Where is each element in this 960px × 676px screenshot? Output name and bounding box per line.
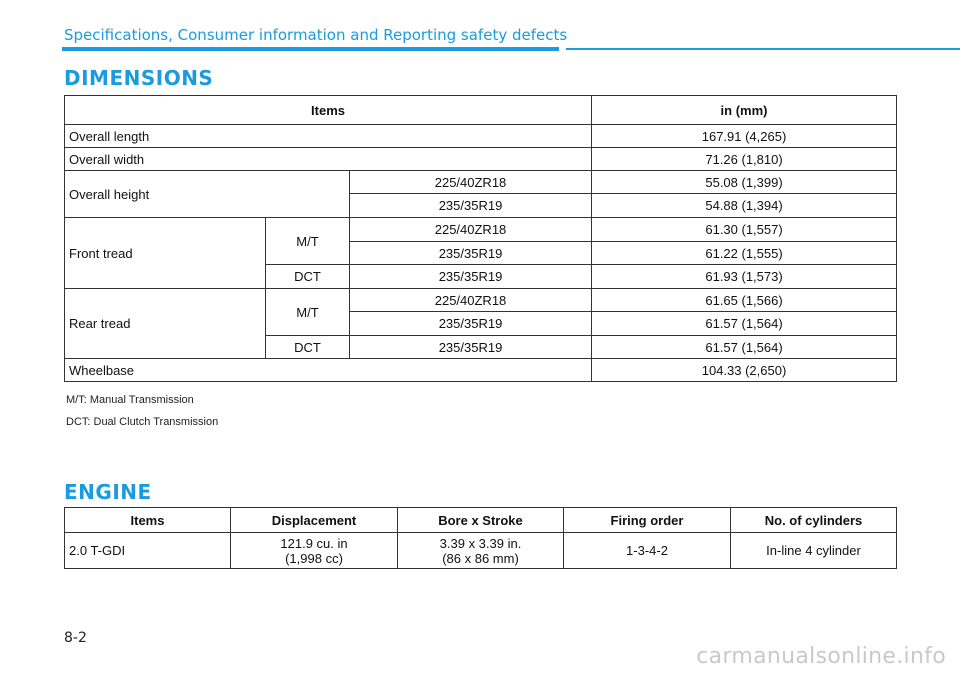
dimensions-table (64, 95, 897, 382)
engine-header-cylinders: No. of cylinders (731, 508, 897, 533)
engine-header-displacement: Displacement (231, 508, 398, 533)
rear-dct-label: DCT (266, 336, 350, 359)
engine-item: 2.0 T-GDI (65, 533, 231, 569)
front-dct-label: DCT (266, 265, 350, 289)
dimension-value: 54.88 (1,394) (592, 194, 897, 218)
table-row (65, 125, 897, 148)
table-row (65, 359, 897, 382)
dimension-value: 61.65 (1,566) (592, 289, 897, 312)
page-header-title: Specifications, Consumer information and Reporting safety defects (64, 26, 568, 44)
unit-header: in (mm) (592, 96, 897, 125)
front-tread-label: Front tread (65, 218, 266, 289)
engine-section-title: ENGINE (64, 480, 152, 504)
overall-length-value: 167.91 (4,265) (592, 125, 897, 148)
tire-size: 225/40ZR18 (350, 218, 592, 242)
engine-displacement: 121.9 cu. in (1,998 cc) (231, 533, 398, 569)
dimension-value: 61.30 (1,557) (592, 218, 897, 242)
engine-cylinders: In-line 4 cylinder (731, 533, 897, 569)
page-number: 8-2 (64, 630, 87, 646)
overall-length-label: Overall length (65, 125, 592, 148)
dimension-value: 61.93 (1,573) (592, 265, 897, 289)
overall-height-label: Overall height (65, 171, 350, 218)
table-header-row (65, 508, 897, 533)
tire-size: 235/35R19 (350, 336, 592, 359)
dimensions-section-title: DIMENSIONS (64, 66, 214, 90)
table-row (65, 148, 897, 171)
table-row (65, 171, 897, 194)
engine-header-firing-order: Firing order (564, 508, 731, 533)
tire-size: 225/40ZR18 (350, 289, 592, 312)
note-dct: DCT: Dual Clutch Transmission (66, 416, 219, 428)
tire-size: 235/35R19 (350, 242, 592, 265)
dimension-value: 55.08 (1,399) (592, 171, 897, 194)
table-row (65, 289, 897, 312)
header-rule-thick (62, 47, 559, 51)
engine-bore-stroke: 3.39 x 3.39 in. (86 x 86 mm) (398, 533, 564, 569)
tire-size: 235/35R19 (350, 265, 592, 289)
rear-tread-label: Rear tread (65, 289, 266, 359)
overall-width-value: 71.26 (1,810) (592, 148, 897, 171)
front-mt-label: M/T (266, 218, 350, 265)
table-header-row (65, 96, 897, 125)
dimension-value: 61.57 (1,564) (592, 336, 897, 359)
rear-mt-label: M/T (266, 289, 350, 336)
table-row (65, 533, 897, 569)
dimension-value: 61.22 (1,555) (592, 242, 897, 265)
header-rule-thin (566, 48, 960, 50)
wheelbase-value: 104.33 (2,650) (592, 359, 897, 382)
tire-size: 225/40ZR18 (350, 171, 592, 194)
engine-firing-order: 1-3-4-2 (564, 533, 731, 569)
tire-size: 235/35R19 (350, 312, 592, 336)
engine-header-bore-stroke: Bore x Stroke (398, 508, 564, 533)
overall-width-label: Overall width (65, 148, 592, 171)
dimension-value: 61.57 (1,564) (592, 312, 897, 336)
engine-header-items: Items (65, 508, 231, 533)
note-mt: M/T: Manual Transmission (66, 394, 194, 406)
engine-table (64, 507, 897, 569)
tire-size: 235/35R19 (350, 194, 592, 218)
watermark-text: carmanualsonline.info (696, 644, 946, 669)
items-header: Items (65, 96, 592, 125)
wheelbase-label: Wheelbase (65, 359, 592, 382)
table-row (65, 218, 897, 242)
